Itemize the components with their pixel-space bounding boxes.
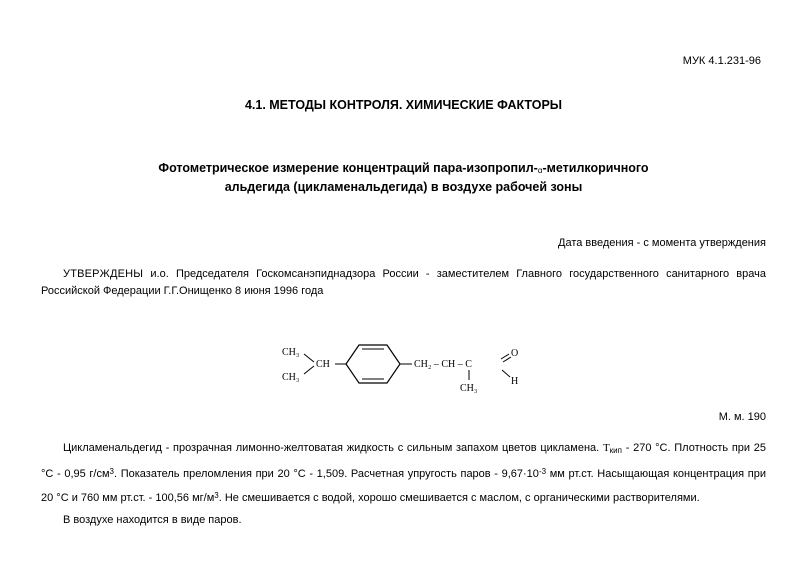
formula-oxygen: O — [511, 348, 519, 359]
main-title-line1-end: -метилкоричного — [542, 161, 649, 175]
document-code: МУК 4.1.231-96 — [682, 55, 761, 67]
m3-superscript: 3 — [214, 491, 219, 500]
formula-hydrogen: H — [511, 376, 519, 387]
description-part-3: . Показатель преломления при 20 °С - 1,509. Расчетная упругость паров - 9,67·10 — [113, 468, 539, 480]
approval-paragraph — [41, 266, 766, 300]
main-title — [0, 160, 807, 196]
formula-bond-h — [502, 370, 510, 377]
alpha-symbol: α — [537, 166, 543, 175]
formula-bond-upper — [304, 354, 314, 362]
main-title-line2: альдегида (цикламенальдегида) в воздухе рабочей зоны — [224, 180, 583, 194]
structural-formula — [270, 340, 540, 396]
formula-ch3-bottom: CH₃ — [282, 372, 300, 383]
cm3-superscript: 3 — [109, 467, 114, 476]
description-part-1: Цикламенальдегид - прозрачная лимонно-желтоватая жидкость с сильным запахом цветов цикламена. — [63, 442, 603, 454]
approval-text: и.о. Председателя Госкомсанэпиднадзора России - заместителем Главного государственного санитарного врача Российской Федерации Г.Г.Онищенко 8 июня 1996 года — [41, 268, 766, 297]
formula-chain: CH₂ – CH – C — [414, 359, 472, 370]
t-symbol: T — [602, 442, 610, 454]
formula-bond-lower — [304, 366, 314, 374]
description-paragraph — [41, 438, 766, 509]
introduction-date: Дата введения - с момента утверждения — [558, 237, 766, 249]
formula-double-bond-o-2 — [503, 357, 511, 362]
formula-ch3-top: CH₃ — [282, 347, 300, 358]
main-title-line1-start: Фотометрическое измерение концентраций пара-изопропил- — [158, 161, 538, 175]
benzene-ring — [346, 345, 400, 383]
exponent-superscript: -3 — [538, 467, 547, 476]
t-subscript: кип — [609, 446, 622, 455]
section-title: 4.1. МЕТОДЫ КОНТРОЛЯ. ХИМИЧЕСКИЕ ФАКТОРЫ — [244, 98, 563, 112]
description-part-4: мм рт.ст. Насыщающая концентрация при 20 °С и 760 мм рт.ст. - 100,56 мг/м — [41, 468, 767, 504]
description-part-2: - 270 °С. Плотность при 25 °С - 0,95 г/см — [41, 442, 766, 480]
formula-ch: CH — [316, 359, 330, 370]
state-paragraph: В воздухе находится в виде паров. — [63, 514, 242, 526]
approval-caps: УТВЕРЖДЕНЫ — [63, 268, 144, 280]
formula-double-bond-o-1 — [501, 354, 509, 359]
description-part-5: . Не смешивается с водой, хорошо смешивается с маслом, с органическими растворителями. — [218, 492, 700, 504]
molecular-weight: М. м. 190 — [718, 411, 766, 423]
formula-branch-ch3: CH₃ — [460, 383, 478, 394]
